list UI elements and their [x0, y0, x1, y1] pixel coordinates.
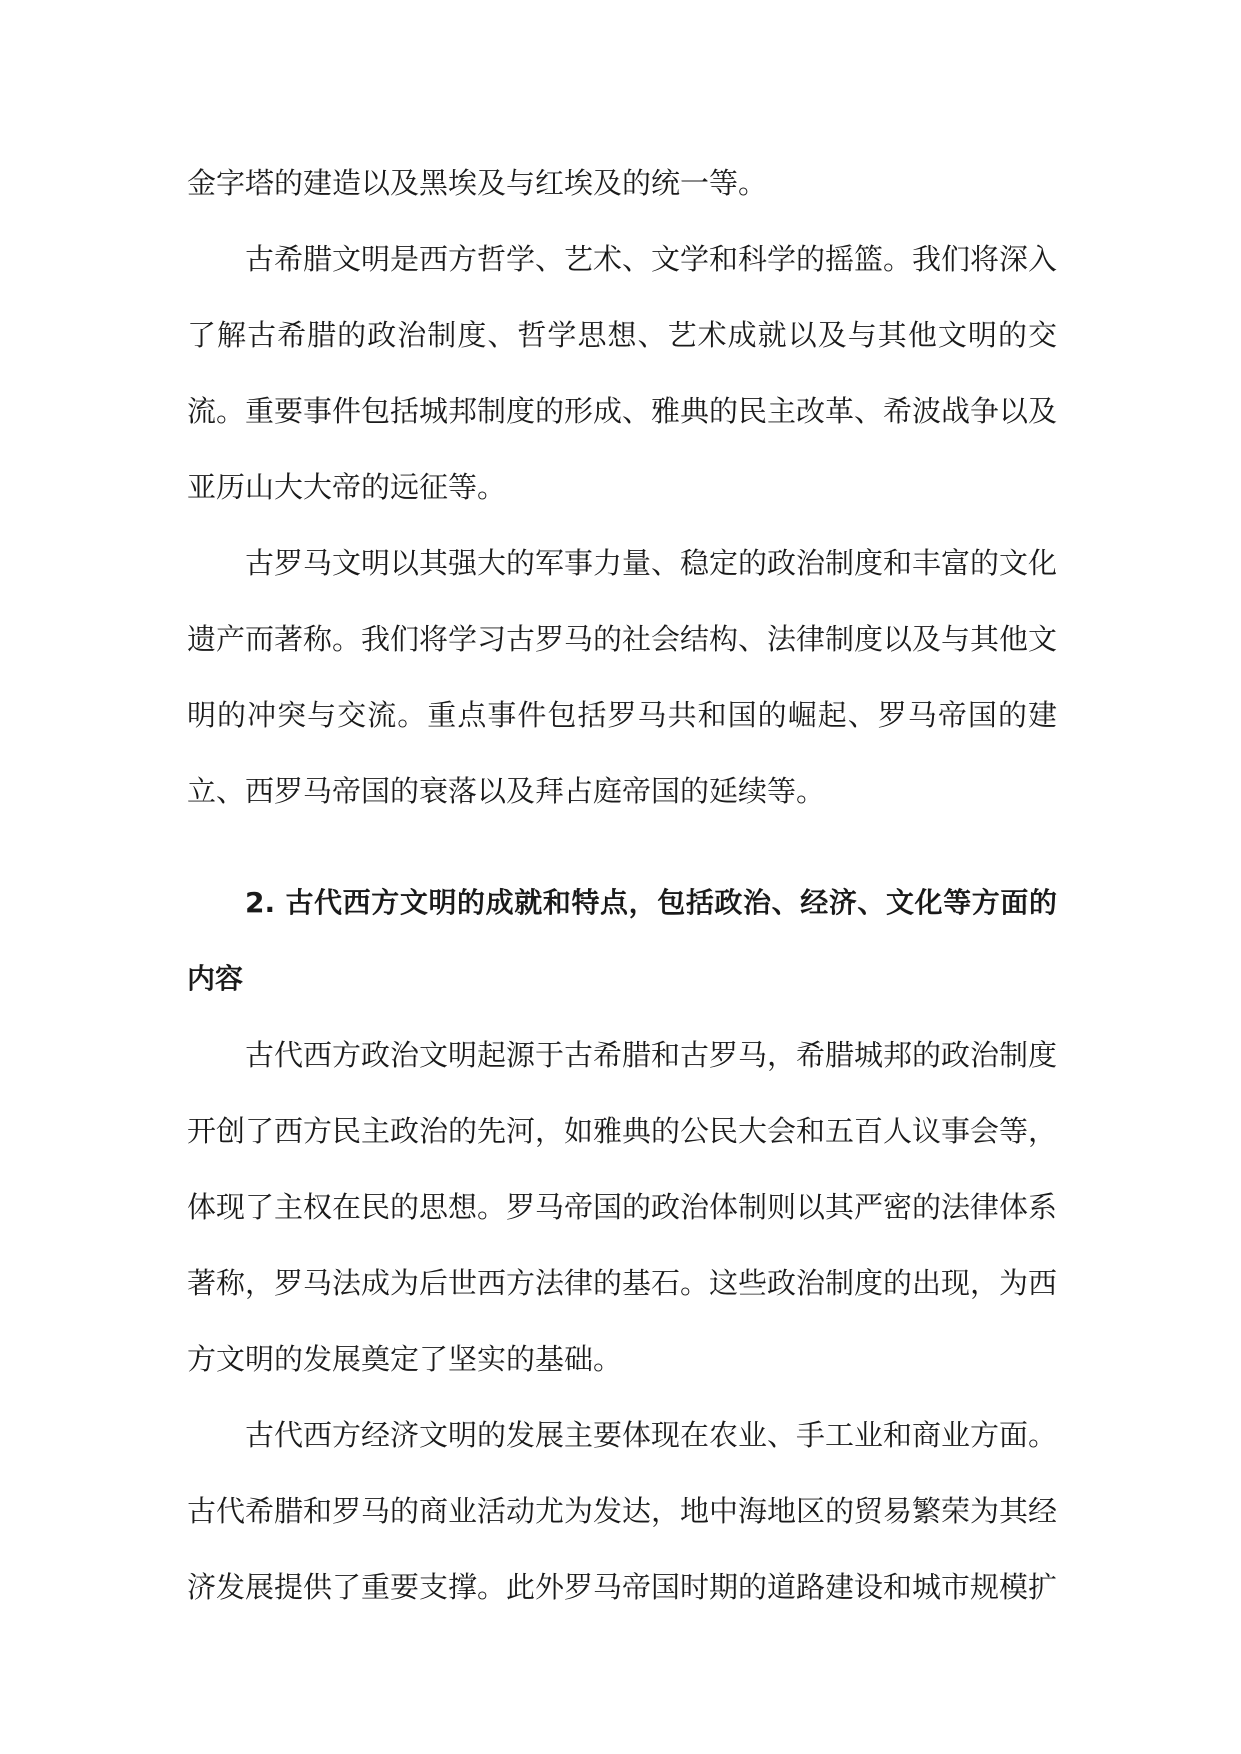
paragraph-ancient-greece: 古希腊文明是西方哲学、艺术、文学和科学的摇篮。我们将深入了解古希腊的政治制度、哲学思想、艺术成就以及与其他文明的交流。重要事件包括城邦制度的形成、雅典的民主改革、希波战争以及亚历山大大帝的远征等。 — [187, 242, 1058, 504]
paragraph-egypt-continued: 金字塔的建造以及黑埃及与红埃及的统一等。 — [187, 166, 768, 200]
paragraph-ancient-rome: 古罗马文明以其强大的军事力量、稳定的政治制度和丰富的文化遗产而著称。我们将学习古罗马的社会结构、法律制度以及与其他文明的冲突与交流。重点事件包括罗马共和国的崛起、罗马帝国的建立、西罗马帝国的衰落以及拜占庭帝国的延续等。 — [187, 546, 1058, 808]
document-body — [187, 145, 1057, 1625]
paragraph-political-civilization: 古代西方政治文明起源于古希腊和古罗马，希腊城邦的政治制度开创了西方民主政治的先河，如雅典的公民大会和五百人议事会等，体现了主权在民的思想。罗马帝国的政治体制则以其严密的法律体系著称，罗马法成为后世西方法律的基石。这些政治制度的出现，为西方文明的发展奠定了坚实的基础。 — [187, 1038, 1058, 1376]
paragraph-economic-civilization: 古代西方经济文明的发展主要体现在农业、手工业和商业方面。古代希腊和罗马的商业活动尤为发达，地中海地区的贸易繁荣为其经济发展提供了重要支撑。此外罗马帝国时期的道路建设和城市规模扩 — [187, 1418, 1058, 1604]
section-heading-achievements: 2. 古代西方文明的成就和特点，包括政治、经济、文化等方面的内容 — [187, 886, 1057, 995]
